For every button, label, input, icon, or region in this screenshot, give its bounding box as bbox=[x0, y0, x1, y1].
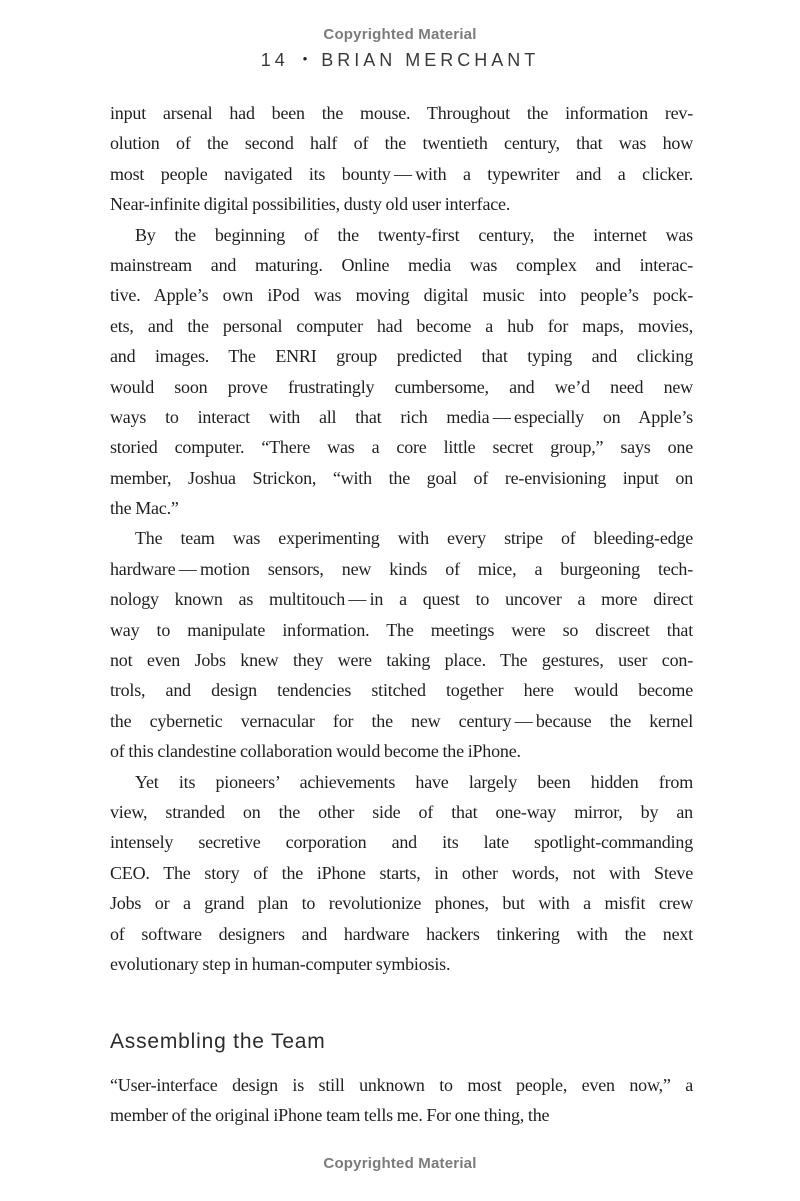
bullet-separator-icon: • bbox=[302, 51, 308, 66]
page-number: 14 bbox=[260, 50, 289, 70]
body-line: ets, and the personal computer had become a hub for maps, movies, bbox=[110, 315, 693, 336]
paragraph bbox=[110, 220, 693, 524]
paragraph bbox=[110, 98, 693, 220]
body-line: olution of the second half of the twentieth century, that was how bbox=[110, 133, 693, 154]
body-line: trols, and design tendencies stitched together here would become bbox=[110, 680, 693, 701]
body-line: Yet its pioneers’ achievements have largely been hidden from bbox=[135, 771, 693, 792]
body-text bbox=[110, 98, 693, 979]
paragraph bbox=[110, 1070, 693, 1131]
body-line: member of the original iPhone team tells me. For one thing, the bbox=[110, 1105, 550, 1126]
body-line: tive. Apple’s own iPod was moving digital music into people’s pock- bbox=[110, 285, 693, 306]
body-line: would soon prove frustratingly cumbersome, and we’d need new bbox=[110, 376, 693, 397]
copyright-notice-bottom: Copyrighted Material bbox=[323, 1155, 477, 1172]
body-line: mainstream and maturing. Online media was complex and interac- bbox=[110, 254, 693, 275]
body-line: nology known as multitouch — in a quest to uncover a more direct bbox=[110, 589, 693, 610]
body-line: Near-infinite digital possibilities, dusty old user interface. bbox=[110, 194, 511, 215]
section-body-text bbox=[110, 1070, 693, 1131]
body-line: CEO. The story of the iPhone starts, in other words, not with Steve bbox=[110, 862, 693, 883]
body-line: Jobs or a grand plan to revolutionize phones, but with a misfit crew bbox=[110, 893, 693, 914]
section-heading: Assembling the Team bbox=[110, 1030, 326, 1053]
body-line: member, Joshua Strickon, “with the goal of re-envisioning input on bbox=[110, 467, 693, 488]
body-line: storied computer. “There was a core little secret group,” says one bbox=[110, 437, 693, 458]
body-line: By the beginning of the twenty-first century, the internet was bbox=[135, 224, 693, 245]
body-line: intensely secretive corporation and its late spotlight-commanding bbox=[110, 832, 693, 853]
body-line: “User-interface design is still unknown to most people, even now,” a bbox=[110, 1075, 693, 1095]
paragraph bbox=[110, 523, 693, 766]
body-line: The team was experimenting with every stripe of bleeding-edge bbox=[135, 528, 693, 549]
body-line: of this clandestine collaboration would become the iPhone. bbox=[110, 741, 521, 762]
body-line: most people navigated its bounty — with a typewriter and a clicker. bbox=[110, 163, 693, 184]
copyright-notice-top: Copyrighted Material bbox=[323, 26, 477, 43]
body-line: evolutionary step in human-computer symbiosis. bbox=[110, 953, 451, 974]
body-line: input arsenal had been the mouse. Throughout the information rev- bbox=[110, 103, 693, 123]
body-line: ways to interact with all that rich media — especially on Apple’s bbox=[110, 406, 693, 427]
body-line: the Mac.” bbox=[110, 498, 179, 519]
body-line: way to manipulate information. The meetings were so discreet that bbox=[110, 619, 693, 640]
body-line: hardware — motion sensors, new kinds of mice, a burgeoning tech- bbox=[110, 558, 693, 579]
running-head bbox=[0, 49, 800, 71]
paragraph bbox=[110, 767, 693, 980]
body-line: of software designers and hardware hackers tinkering with the next bbox=[110, 923, 693, 944]
author-name: BRIAN MERCHANT bbox=[321, 50, 540, 70]
body-line: and images. The ENRI group predicted that typing and clicking bbox=[110, 346, 693, 367]
body-line: view, stranded on the other side of that one-way mirror, by an bbox=[110, 801, 693, 822]
body-line: not even Jobs knew they were taking place. The gestures, user con- bbox=[110, 650, 693, 671]
body-line: the cybernetic vernacular for the new century — because the kernel bbox=[110, 710, 693, 731]
